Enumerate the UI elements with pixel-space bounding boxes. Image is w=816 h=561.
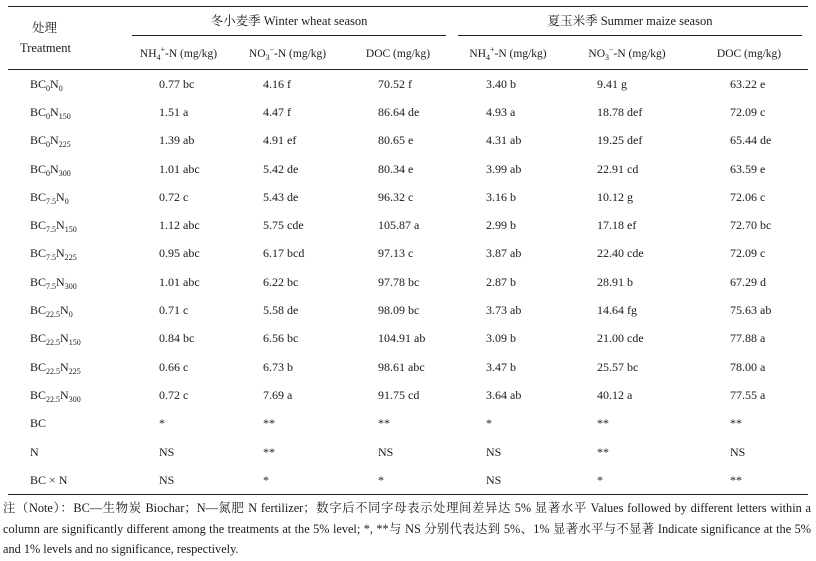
wheat-nh4-cell: 0.72 c [159,189,189,204]
maize-doc-significance: ** [730,416,743,431]
wheat-doc-cell: 98.61 abc [378,359,425,374]
wheat-doc-cell: 97.78 bc [378,274,420,289]
maize-doc-cell: 75.63 ab [730,303,772,318]
table-row [8,155,808,183]
wheat-doc-significance: * [344,466,452,495]
maize-no3-cell: 22.40 cde [597,246,644,261]
wheat-nh4-cell: 0.84 bc [159,331,195,346]
table-row [8,211,808,239]
wheat-no3-cell: 6.73 b [263,359,293,374]
wheat-no3-header: $NO_3^--N$ (mg/kg) [231,39,344,70]
treatment-label: $BC_{7.5}N_0$ [30,189,69,206]
maize-doc-cell: 72.09 c [730,104,766,119]
wheat-nh4-significance: NS [159,444,175,459]
maize-no3-significance: ** [597,416,610,431]
table-row [8,183,808,211]
table-body [8,70,808,495]
table-row [8,127,808,155]
wheat-nh4-cell: 0.66 c [159,359,189,374]
wheat-nh4-cell: 1.51 a [159,104,189,119]
wheat-doc-cell: 96.32 c [378,189,414,204]
wheat-no3-cell: 5.58 de [263,303,299,318]
maize-nh4-cell: 3.73 ab [486,303,522,318]
wheat-no3-cell: 6.22 bc [263,274,299,289]
maize-season-header: 夏玉米季 Summer maize season [452,7,808,40]
wheat-no3-cell: 4.91 ef [263,133,297,148]
maize-doc-header: DOC (mg/kg) [690,39,808,70]
maize-no3-cell: 25.57 bc [597,359,639,374]
wheat-nh4-cell: 0.95 abc [159,246,200,261]
maize-no3-cell: 17.18 ef [597,218,637,233]
wheat-no3-cell: 4.16 f [263,76,291,91]
results-table-container [8,6,808,495]
table-row [8,381,808,409]
wheat-nh4-cell: 1.01 abc [159,161,200,176]
maize-nh4-cell: 4.31 ab [486,133,522,148]
wheat-nh4-cell: 0.77 bc [159,76,195,91]
wheat-doc-cell: 98.09 bc [378,303,420,318]
wheat-doc-cell: 91.75 cd [378,387,420,402]
table-row [8,296,808,324]
maize-doc-cell: 67.29 d [730,274,767,289]
significance-row [8,410,808,438]
maize-nh4-header: $NH_4^+-N$ (mg/kg) [452,39,564,70]
wheat-doc-cell: 80.65 e [378,133,414,148]
treatment-header-cn: 处理 [32,21,58,35]
maize-no3-significance: ** [597,444,610,459]
treatment-header [8,7,126,70]
wheat-no3-cell: 5.42 de [263,161,299,176]
wheat-no3-cell: 6.17 bcd [263,246,305,261]
treatment-label: $BC_{7.5}N_{150}$ [30,218,77,235]
treatment-label: $BC_0N_{225}$ [30,133,71,150]
treatment-label: $BC_0N_{150}$ [30,104,71,121]
wheat-doc-cell: 105.87 a [378,218,420,233]
maize-no3-cell: 9.41 g [597,76,628,91]
maize-no3-cell: 19.25 def [597,133,643,148]
wheat-no3-significance: ** [263,416,275,431]
treatment-label: $BC_{22.5}N_{150}$ [30,331,81,348]
wheat-season-header: 冬小麦季 Winter wheat season [126,7,452,40]
table-row [8,70,808,99]
treatment-header-en: Treatment [20,41,71,55]
significance-label: BC × N [8,466,126,495]
maize-doc-cell: 63.22 e [730,76,766,91]
maize-doc-cell: 77.55 a [730,387,766,402]
wheat-doc-significance: ** [378,416,390,431]
wheat-no3-cell: 5.43 de [263,189,299,204]
wheat-doc-header: DOC (mg/kg) [344,39,452,70]
maize-no3-cell: 22.91 cd [597,161,639,176]
maize-nh4-cell: 2.87 b [486,274,517,289]
treatment-label: $BC_0N_{300}$ [30,161,71,178]
maize-doc-cell: 65.44 de [730,133,772,148]
maize-nh4-cell: 3.99 ab [486,161,522,176]
maize-doc-cell: 72.70 bc [730,218,772,233]
wheat-nh4-cell: 1.01 abc [159,274,200,289]
treatment-label: $BC_{22.5}N_0$ [30,303,73,320]
maize-nh4-cell: 2.99 b [486,218,517,233]
wheat-no3-cell: 6.56 bc [263,331,299,346]
significance-label: BC [30,416,47,431]
table-row [8,98,808,126]
table-row [8,268,808,296]
significance-row [8,466,808,495]
maize-no3-cell: 21.00 cde [597,331,644,346]
table-row [8,325,808,353]
wheat-no3-cell: 7.69 a [263,387,293,402]
maize-no3-cell: 18.78 def [597,104,643,119]
maize-nh4-cell: 3.16 b [486,189,517,204]
wheat-nh4-significance: NS [126,466,231,495]
wheat-doc-cell: 104.91 ab [378,331,426,346]
maize-no3-cell: 14.64 fg [597,303,638,318]
maize-nh4-significance: * [486,416,493,431]
maize-doc-significance: NS [730,444,746,459]
maize-no3-significance: * [564,466,690,495]
wheat-no3-cell: 5.75 cde [263,218,304,233]
wheat-nh4-significance: * [159,416,165,431]
table-note: 注（Note）：BC—生物炭 Biochar；N—氮肥 N fertilizer；数字后不同字母表示处理间差异达 5% 显著水平 Values followed by different letters within a column are significantly different among the treatments at the 5% level; *, **与 NS 分别代表达到 5%、1% 显著水平与不显著 Indicate significance at the 5% and 1% levels and no significance, respectively. [3,501,811,556]
maize-doc-cell: 72.06 c [730,189,766,204]
wheat-doc-cell: 70.52 f [378,76,412,91]
table-row [8,240,808,268]
maize-nh4-cell: 3.87 ab [486,246,522,261]
significance-row [8,438,808,466]
significance-label: N [30,444,39,459]
wheat-doc-cell: 97.13 c [378,246,414,261]
wheat-no3-significance: * [231,466,344,495]
wheat-doc-significance: NS [378,444,394,459]
treatment-label: $BC_{7.5}N_{300}$ [30,274,77,291]
treatment-label: $BC_{22.5}N_{225}$ [30,359,81,376]
maize-doc-cell: 77.88 a [730,331,766,346]
maize-nh4-cell: 3.40 b [486,76,517,91]
maize-no3-header: $NO_3^--N$ (mg/kg) [564,39,690,70]
wheat-doc-cell: 80.34 e [378,161,414,176]
maize-nh4-significance: NS [486,444,502,459]
wheat-nh4-cell: 1.39 ab [159,133,195,148]
maize-nh4-cell: 3.64 ab [486,387,522,402]
wheat-nh4-header: $NH_4^+-N$ (mg/kg) [126,39,231,70]
maize-nh4-cell: 3.09 b [486,331,517,346]
table-row [8,353,808,381]
wheat-nh4-cell: 0.71 c [159,303,189,318]
wheat-nh4-cell: 1.12 abc [159,218,200,233]
maize-no3-cell: 28.91 b [597,274,634,289]
results-table [8,6,808,495]
maize-no3-cell: 40.12 a [597,387,633,402]
maize-doc-significance: ** [690,466,808,495]
wheat-nh4-cell: 0.72 c [159,387,189,402]
maize-nh4-cell: 3.47 b [486,359,517,374]
wheat-no3-cell: 4.47 f [263,104,291,119]
wheat-no3-significance: ** [263,444,275,459]
maize-no3-cell: 10.12 g [597,189,634,204]
maize-doc-cell: 63.59 e [730,161,766,176]
maize-doc-cell: 72.09 c [730,246,766,261]
treatment-label: $BC_{22.5}N_{300}$ [30,387,81,404]
maize-nh4-cell: 4.93 a [486,104,516,119]
treatment-label: $BC_{7.5}N_{225}$ [30,246,77,263]
wheat-doc-cell: 86.64 de [378,104,420,119]
maize-doc-cell: 78.00 a [730,359,766,374]
treatment-label: $BC_0N_0$ [30,76,63,93]
maize-nh4-significance: NS [452,466,564,495]
